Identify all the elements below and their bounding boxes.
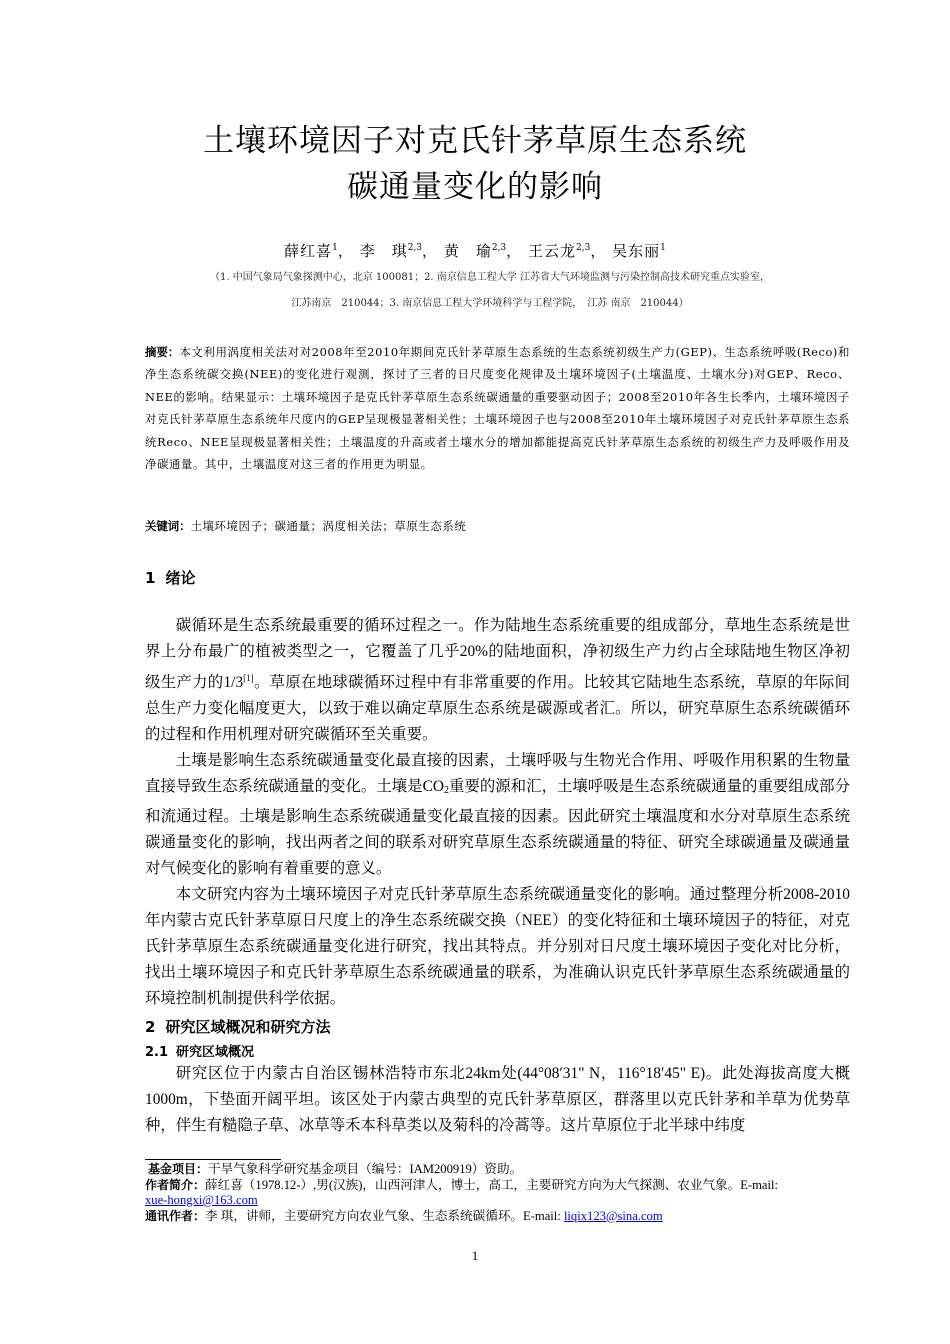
corresponding-email-link[interactable]: liqix123@sina.com bbox=[563, 1208, 663, 1223]
author-1: 薛红喜$^1$， bbox=[284, 242, 354, 260]
introduction-body bbox=[145, 613, 850, 1012]
author-email-link[interactable]: xue-hongxi@163.com bbox=[145, 1193, 258, 1207]
intro-paragraph-1: 碳循环是生态系统最重要的循环过程之一。作为陆地生态系统重要的组成部分，草地生态系统是世界上分布最广的植被类型之一，它覆盖了几乎20%的陆地面积，净初级生产力约占全球陆地生物区净初级生产力的1/3[1]。草原在地球碳循环过程中有非常重要的作用。比较其它陆地生态系统，草原的年际间总生产力变化幅度更大，以致于难以确定草原生态系统是碳源或者汇。所以，研究草原生态系统碳循环的过程和作用机理对研究碳循环至关重要。 bbox=[145, 617, 850, 743]
footnotes bbox=[145, 1162, 855, 1224]
affiliation-line-2: 江苏南京 210044；3. 南京信息工程大学环境科学与工程学院， 江苏 南京 210044） bbox=[291, 298, 689, 309]
keywords-label: 关键词： bbox=[145, 519, 191, 533]
page-number: 1 bbox=[471, 1248, 479, 1263]
subsection-heading-study-area: 2.1 研究区域概况 bbox=[145, 1045, 255, 1060]
citation-ref: [1] bbox=[243, 673, 254, 683]
author-3: 黄 瑜$^{2,3}$， bbox=[443, 242, 523, 260]
title-line-2: 碳通量变化的影响 bbox=[347, 169, 603, 205]
footnote-corresponding-author: 通讯作者：李 琪，讲师，主要研究方向农业气象、生态系统碳循环。E-mail: liqix123@sina.com bbox=[145, 1208, 663, 1223]
author-4: 王云龙$^{2,3}$， bbox=[527, 242, 607, 260]
section-heading-introduction: 1 绪论 bbox=[145, 569, 196, 587]
abstract-label: 摘要： bbox=[145, 345, 180, 359]
author-2: 李 琪$^{2,3}$， bbox=[359, 242, 439, 260]
intro-paragraph-3: 本文研究内容为土壤环境因子对克氏针茅草原生态系统碳通量变化的影响。通过整理分析2008-2010年内蒙古克氏针茅草原日尺度上的净生态系统碳交换（NEE）的变化特征和土壤环境因子的特征，对克氏针茅草原生态系统碳通量变化进行研究，找出其特点。并分别对日尺度土壤环境因子变化对比分析，找出土壤环境因子和克氏针茅草原生态系统碳通量的联系，为准确认识克氏针茅草原生态系统碳通量的环境控制机制提供科学依据。 bbox=[145, 886, 850, 1007]
abstract bbox=[145, 341, 850, 475]
section-heading-study-area-methods: 2 研究区域概况和研究方法 bbox=[145, 1018, 331, 1036]
affiliation-line-1: （1. 中国气象局气象探测中心，北京 100081；2. 南京信息工程大学 江苏省大气环境监测与污染控制高技术研究重点实验室， bbox=[210, 272, 770, 283]
footnote-funding: 基金项目：干旱气象科学研究基金项目（编号：IAM200919）资助。 bbox=[148, 1162, 523, 1176]
keywords bbox=[145, 515, 850, 537]
study-area-body bbox=[145, 1061, 850, 1139]
abstract-text: 本文利用涡度相关法对对2008年至2010年期间克氏针茅草原生态系统的生态系统初级生产力(GEP)、生态系统呼吸(Reco)和净生态系统碳交换(NEE)的变化进行观测，探讨了三者的日尺度变化规律及土壤环境因子(土壤温度、土壤水分)对GEP、Reco、NEE的影响。结果显示：土壤环境因子是克氏针茅草原生态系统碳通量的重要驱动因子；2008至2010年各生长季内，土壤环境因子对克氏针茅草原生态系统年尺度内的GEP呈现极显著相关性；土壤环境因子也与2008至2010年土壤环境因子对克氏针茅草原生态系统Reco、NEE呈现极显著相关性；土壤温度的升高或者土壤水分的增加都能提高克氏针茅草原生态系统的初级生产力及呼吸作用及净碳通量。其中，土壤温度对这三者的作用更为明显。 bbox=[145, 345, 850, 472]
footnote-author-bio: 作者简介：薛红喜（1978.12-）,男(汉族)，山西河津人，博士，高工，主要研究方向为大气探测、农业气象。E-mail: xue-hongxi@163.com bbox=[145, 1177, 779, 1207]
study-area-paragraph-1: 研究区位于内蒙古自治区锡林浩特市东北24km处(44°08′31" N，116°18′45" E)。此处海拔高度大概1000m，下垫面开阔平坦。该区处于内蒙古典型的克氏针茅草原区，群落里以克氏针茅和羊草为优势草种，伴生有糙隐子草、冰草等禾本科草类以及菊科的冷蒿等。这片草原位于北半球中纬度 bbox=[145, 1065, 850, 1134]
footnote-divider bbox=[145, 1159, 281, 1160]
intro-paragraph-2: 土壤是影响生态系统碳通量变化最直接的因素，土壤呼吸与生物光合作用、呼吸作用积累的生物量直接导致生态系统碳通量的变化。土壤是$CO_2$重要的源和汇，土壤呼吸是生态系统碳通量的重要组成部分和流通过程。土壤是影响生态系统碳通量变化最直接的因素。因此研究土壤温度和水分对草原生态系统碳通量变化的影响，找出两者之间的联系对研究草原生态系统碳通量的特征、研究全球碳通量及碳通量对气候变化的影响有着重要的意义。 bbox=[145, 752, 850, 877]
author-list bbox=[100, 240, 850, 261]
title-line-1: 土壤环境因子对克氏针茅草原生态系统 bbox=[203, 123, 747, 159]
author-5: 吴东丽$^1$ bbox=[612, 242, 666, 260]
keywords-text: 土壤环境因子；碳通量；涡度相关法；草原生态系统 bbox=[190, 519, 467, 533]
